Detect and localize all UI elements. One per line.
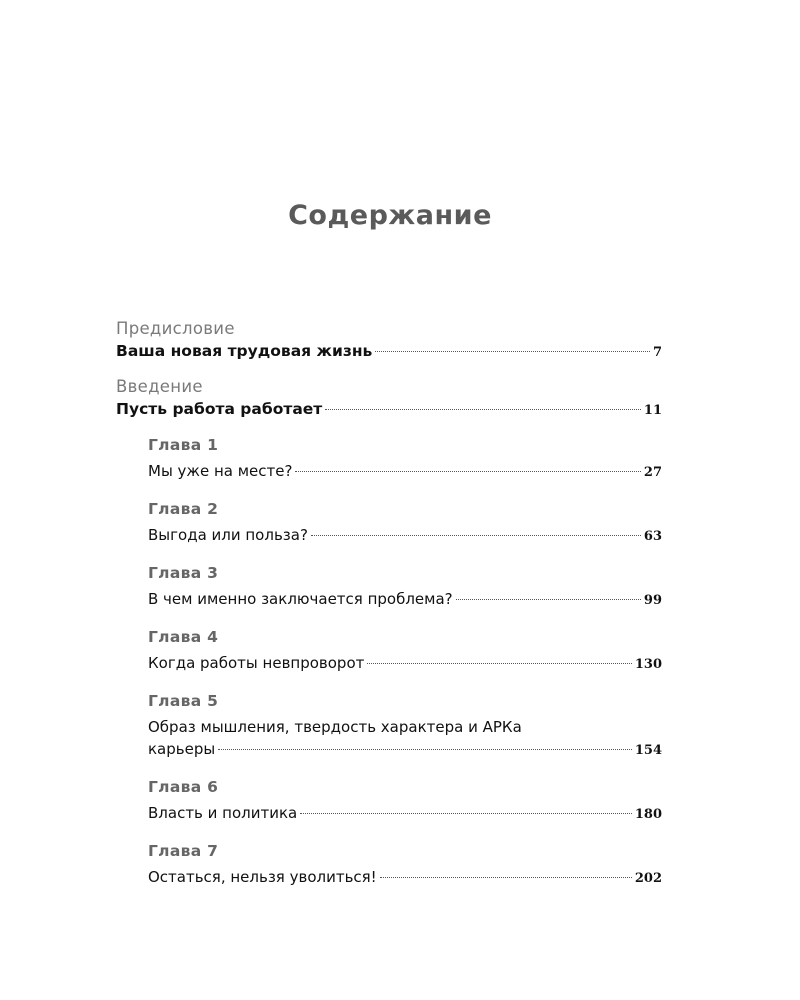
page-number: 202: [634, 871, 662, 886]
toc-chapter-5: [148, 690, 662, 762]
preface-label: Предисловие: [116, 319, 235, 338]
chapter-label: Глава 5: [148, 692, 219, 710]
entry-title: Остаться, нельзя уволиться!: [148, 868, 377, 886]
page-number: 180: [634, 807, 662, 822]
toc-preface: [116, 318, 662, 364]
table-of-contents: [116, 318, 662, 904]
entry-title: Власть и политика: [148, 804, 298, 822]
toc-entry-preface[interactable]: [116, 340, 662, 364]
dot-leader: [300, 813, 632, 814]
dot-leader: [456, 599, 641, 600]
toc-entry-intro[interactable]: [116, 398, 662, 422]
toc-intro: [116, 376, 662, 422]
dot-leader: [367, 663, 631, 664]
toc-entry-chapter-5[interactable]: [148, 738, 662, 762]
toc-chapter-1: [148, 434, 662, 484]
chapter-label: Глава 4: [148, 628, 219, 646]
page-number: 99: [643, 593, 662, 608]
intro-label: Введение: [116, 377, 203, 396]
page-number: 154: [634, 743, 662, 758]
page-number: 130: [634, 657, 662, 672]
chapter-list: [148, 434, 662, 890]
dot-leader: [295, 471, 640, 472]
chapter-label: Глава 1: [148, 436, 219, 454]
toc-entry-chapter-3[interactable]: [148, 588, 662, 612]
page-number: 63: [643, 529, 662, 544]
entry-title: Пусть работа работает: [116, 400, 323, 418]
entry-title: Ваша новая трудовая жизнь: [116, 342, 373, 360]
entry-title-line-2: карьеры: [148, 740, 216, 758]
toc-entry-chapter-4[interactable]: [148, 652, 662, 676]
toc-chapter-6: [148, 776, 662, 826]
entry-title-line-1[interactable]: Образ мышления, твердость характера и АРКа: [148, 718, 522, 736]
entry-title: Мы уже на месте?: [148, 462, 293, 480]
toc-entry-chapter-6[interactable]: [148, 802, 662, 826]
toc-chapter-7: [148, 840, 662, 890]
dot-leader: [311, 535, 641, 536]
dot-leader: [380, 877, 632, 878]
chapter-label: Глава 2: [148, 500, 219, 518]
page-number: 7: [652, 345, 662, 360]
toc-chapter-4: [148, 626, 662, 676]
dot-leader: [218, 749, 632, 750]
toc-chapter-2: [148, 498, 662, 548]
toc-entry-chapter-7[interactable]: [148, 866, 662, 890]
toc-entry-chapter-2[interactable]: [148, 524, 662, 548]
chapter-label: Глава 7: [148, 842, 219, 860]
toc-entry-chapter-1[interactable]: [148, 460, 662, 484]
page-number: 27: [643, 465, 662, 480]
chapter-label: Глава 6: [148, 778, 219, 796]
dot-leader: [375, 351, 650, 352]
page-title: Содержание: [288, 200, 492, 231]
entry-title: Выгода или польза?: [148, 526, 308, 544]
dot-leader: [325, 409, 641, 410]
entry-title: Когда работы невпроворот: [148, 654, 365, 672]
entry-title: В чем именно заключается проблема?: [148, 590, 453, 608]
chapter-label: Глава 3: [148, 564, 219, 582]
page-number: 11: [643, 403, 662, 418]
toc-chapter-3: [148, 562, 662, 612]
